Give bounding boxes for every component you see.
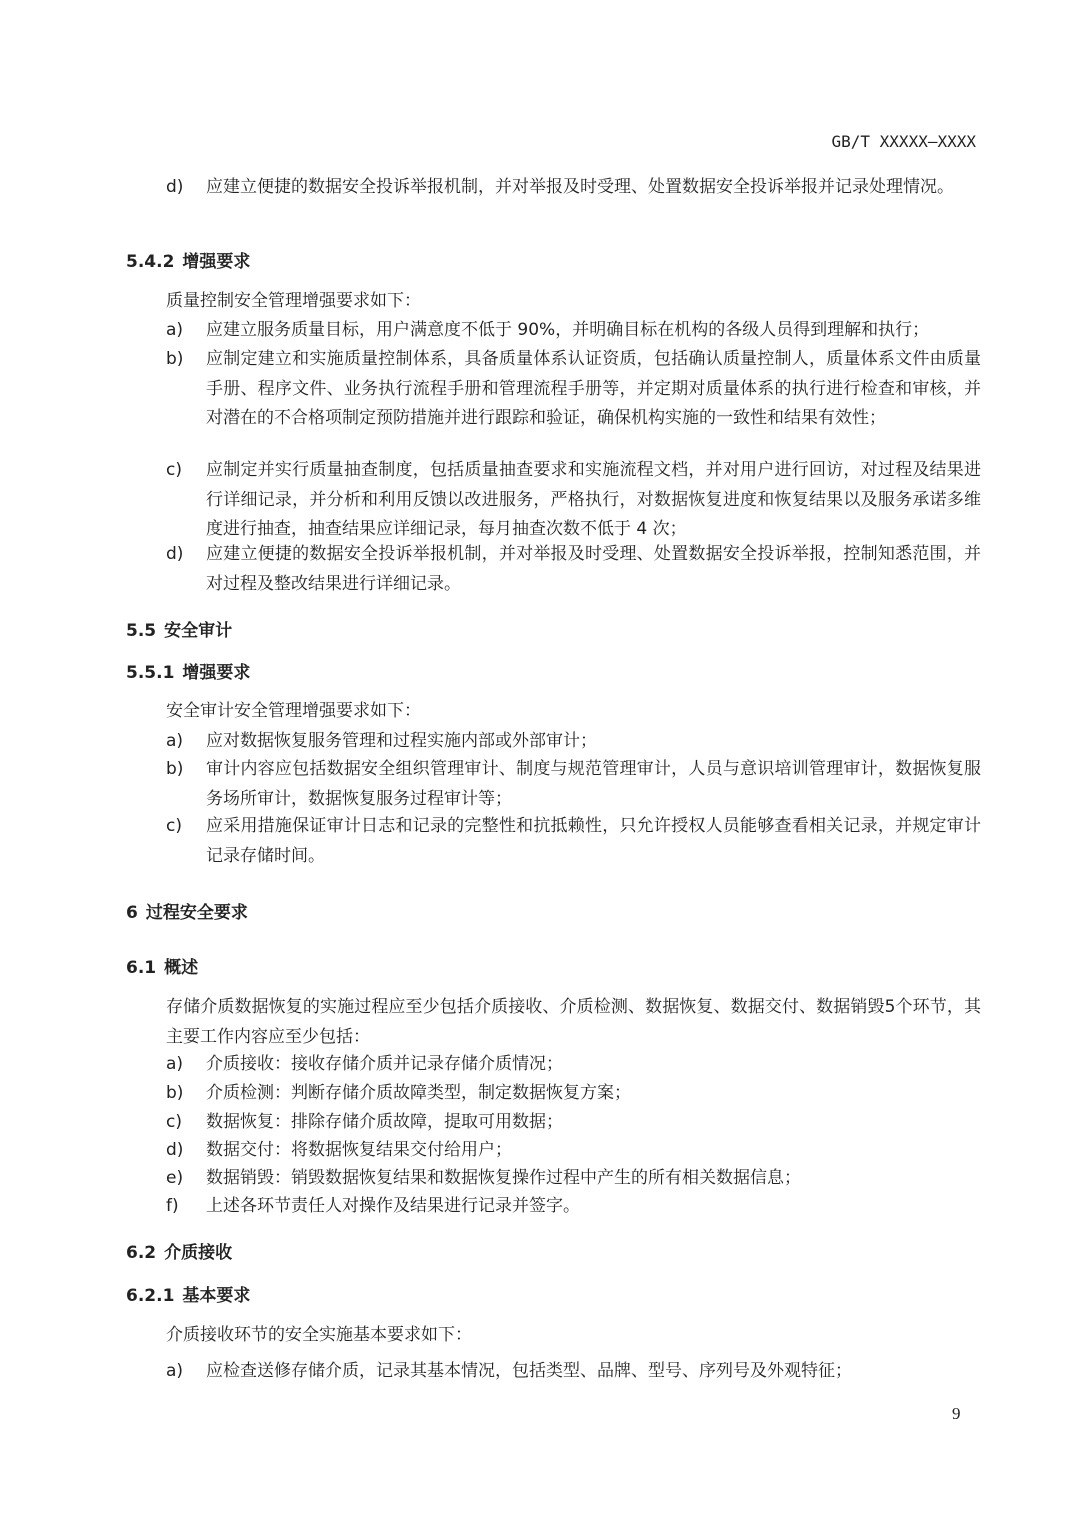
paragraph: 安全审计安全管理增强要求如下：	[166, 701, 421, 721]
section-number: 6.1	[126, 958, 157, 978]
section-title: 增强要求	[182, 252, 251, 272]
list-text: 介质检测：判断存储介质故障类型，制定数据恢复方案；	[206, 1083, 631, 1103]
section-title: 过程安全要求	[145, 903, 248, 923]
list-text: 应采用措施保证审计日志和记录的完整性和抗抵赖性，只允许授权人员能够查看相关记录，并规定审计记录存储时间。	[206, 816, 981, 866]
list-text: 上述各环节责任人对操作及结果进行记录并签字。	[206, 1196, 580, 1216]
list-text: 介质接收：接收存储介质并记录存储介质情况；	[206, 1054, 563, 1074]
list-item	[166, 540, 981, 599]
section-title: 增强要求	[182, 663, 251, 683]
list-item	[166, 1164, 981, 1194]
list-item	[166, 727, 981, 757]
list-marker: a)	[166, 320, 184, 340]
list-marker: d)	[166, 177, 184, 197]
list-marker: c)	[166, 460, 182, 480]
list-marker: d)	[166, 1140, 184, 1160]
list-marker: c)	[166, 1112, 182, 1132]
section-heading-6	[126, 898, 248, 923]
page-number: 9	[952, 1404, 961, 1423]
section-heading-6-2	[126, 1238, 232, 1263]
list-item	[166, 456, 981, 545]
section-title: 安全审计	[164, 621, 233, 641]
list-item	[166, 1050, 981, 1080]
paragraph: 质量控制安全管理增强要求如下：	[166, 291, 421, 311]
list-marker: b)	[166, 1083, 184, 1103]
document-id: GB/T XXXXX—XXXX	[831, 132, 976, 151]
section-number: 5.4.2	[126, 252, 175, 272]
list-item	[166, 755, 981, 814]
list-text: 应建立便捷的数据安全投诉举报机制，并对举报及时受理、处置数据安全投诉举报，控制知悉范围，并对过程及整改结果进行详细记录。	[206, 544, 981, 594]
list-text: 应检查送修存储介质，记录其基本情况，包括类型、品牌、型号、序列号及外观特征；	[206, 1361, 852, 1381]
paragraph: 介质接收环节的安全实施基本要求如下：	[166, 1325, 472, 1345]
list-text: 数据恢复：排除存储介质故障，提取可用数据；	[206, 1112, 563, 1132]
list-text: 应对数据恢复服务管理和过程实施内部或外部审计；	[206, 731, 597, 751]
list-item	[166, 1079, 981, 1109]
section-heading-6-2-1	[126, 1281, 250, 1306]
section-number: 5.5.1	[126, 663, 175, 683]
list-text: 数据销毁：销毁数据恢复结果和数据恢复操作过程中产生的所有相关数据信息；	[206, 1168, 801, 1188]
list-marker: a)	[166, 1361, 184, 1381]
section-number: 5.5	[126, 621, 157, 641]
section-heading-5-5-1	[126, 658, 250, 683]
section-heading-6-1	[126, 953, 198, 978]
list-text: 应制定并实行质量抽查制度，包括质量抽查要求和实施流程文档，并对用户进行回访，对过程及结果进行详细记录，并分析和利用反馈以改进服务，严格执行，对数据恢复进度和恢复结果以及服务承诺多维度进行抽查，抽查结果应详细记录，每月抽查次数不低于 4 次；	[206, 460, 981, 539]
section-title: 概述	[164, 958, 199, 978]
list-text: 应制定建立和实施质量控制体系，具备质量体系认证资质，包括确认质量控制人，质量体系文件由质量手册、程序文件、业务执行流程手册和管理流程手册等，并定期对质量体系的执行进行检查和审核，并对潜在的不合格项制定预防措施并进行跟踪和验证，确保机构实施的一致性和结果有效性；	[206, 349, 981, 428]
paragraph: 存储介质数据恢复的实施过程应至少包括介质接收、介质检测、数据恢复、数据交付、数据销毁5个环节，其主要工作内容应至少包括：	[166, 997, 981, 1047]
list-marker: b)	[166, 759, 184, 779]
section-title: 介质接收	[164, 1243, 233, 1263]
list-text: 应建立便捷的数据安全投诉举报机制，并对举报及时受理、处置数据安全投诉举报并记录处理情况。	[206, 177, 954, 197]
list-marker: a)	[166, 1054, 184, 1074]
list-item	[166, 173, 981, 203]
list-item	[166, 345, 981, 434]
list-item	[166, 1192, 981, 1222]
list-marker: e)	[166, 1168, 184, 1188]
list-marker: c)	[166, 816, 182, 836]
section-number: 6.2.1	[126, 1286, 175, 1306]
list-item	[166, 812, 981, 871]
list-text: 审计内容应包括数据安全组织管理审计、制度与规范管理审计，人员与意识培训管理审计，数据恢复服务场所审计，数据恢复服务过程审计等；	[206, 759, 981, 809]
list-marker: a)	[166, 731, 184, 751]
list-item	[166, 316, 981, 346]
list-marker: f)	[166, 1196, 179, 1216]
list-item	[166, 1136, 981, 1166]
section-title: 基本要求	[182, 1286, 251, 1306]
list-item	[166, 1108, 981, 1138]
section-heading-5-5	[126, 616, 232, 641]
list-marker: b)	[166, 349, 184, 369]
section-heading-5-4-2	[126, 247, 250, 272]
section-number: 6	[126, 903, 138, 923]
section-number: 6.2	[126, 1243, 157, 1263]
list-text: 数据交付：将数据恢复结果交付给用户；	[206, 1140, 512, 1160]
list-marker: d)	[166, 544, 184, 564]
list-text: 应建立服务质量目标，用户满意度不低于 90%，并明确目标在机构的各级人员得到理解和执行；	[206, 320, 930, 340]
list-item	[166, 1357, 981, 1387]
